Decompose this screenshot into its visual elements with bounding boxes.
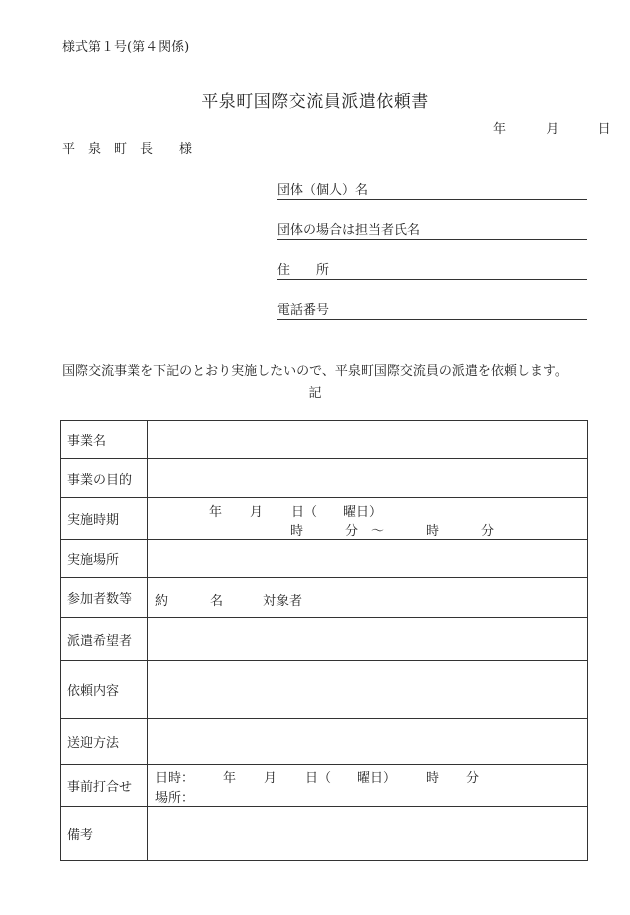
location-label: 実施場所: [61, 540, 148, 578]
remarks-label: 備考: [61, 807, 148, 861]
event-name-field[interactable]: [148, 421, 588, 459]
pre-meeting-hour: 時: [426, 771, 440, 786]
period-end-hour: 時: [426, 524, 440, 539]
dispatch-request-label: 派遣希望者: [61, 618, 148, 661]
event-name-label: 事業名: [61, 421, 148, 459]
pre-meeting-month: 月: [264, 771, 278, 786]
participants-field[interactable]: [148, 578, 588, 618]
location-field[interactable]: [148, 540, 588, 578]
dispatch-request-field[interactable]: [148, 618, 588, 661]
pre-meeting-minute: 分: [466, 771, 480, 786]
pre-meeting-datetime-label: 日時：: [155, 771, 195, 786]
period-end-minute: 分: [481, 524, 495, 539]
table-row: [61, 618, 588, 661]
date-month: 月: [546, 122, 560, 137]
address-field[interactable]: 住 所: [277, 259, 587, 280]
date-year: 年: [493, 122, 507, 137]
date-line: [493, 118, 611, 137]
period-weekday: 曜日）: [343, 505, 383, 520]
table-row: [61, 578, 588, 618]
contact-person-field[interactable]: 団体の場合は担当者氏名: [277, 219, 587, 240]
request-content-label: 依頼内容: [61, 661, 148, 719]
organization-name-field[interactable]: 団体（個人）名: [277, 179, 587, 200]
ki-heading: 記: [308, 386, 322, 401]
pre-meeting-label: 事前打合せ: [61, 765, 148, 807]
period-start-minute: 分 ～: [345, 524, 385, 539]
period-year: 年: [209, 505, 223, 520]
participants-persons: 名: [210, 594, 224, 609]
participants-label: 参加者数等: [61, 578, 148, 618]
period-month: 月: [250, 505, 264, 520]
participants-target: 対象者: [263, 594, 303, 609]
pre-meeting-year: 年: [223, 771, 237, 786]
period-label: 実施時期: [61, 498, 148, 540]
pre-meeting-place-label: 場所：: [155, 791, 195, 806]
transport-field[interactable]: [148, 719, 588, 765]
purpose-label: 事業の目的: [61, 459, 148, 498]
table-row: [61, 540, 588, 578]
table-row: [61, 765, 588, 807]
phone-number-field[interactable]: 電話番号: [277, 299, 587, 320]
table-row: [61, 421, 588, 459]
table-row: [61, 719, 588, 765]
form-code: 様式第１号(第４関係): [62, 40, 190, 55]
remarks-field[interactable]: [148, 807, 588, 861]
participants-approx: 約: [155, 594, 169, 609]
table-row: [61, 459, 588, 498]
period-start-hour: 時: [290, 524, 304, 539]
table-row: [61, 498, 588, 540]
period-field[interactable]: [148, 498, 588, 540]
addressee: 平 泉 町 長 様: [62, 142, 193, 157]
pre-meeting-weekday: 曜日）: [357, 771, 397, 786]
transport-label: 送迎方法: [61, 719, 148, 765]
date-day: 日: [597, 122, 611, 137]
pre-meeting-field[interactable]: [148, 765, 588, 807]
table-row: [61, 807, 588, 861]
purpose-field[interactable]: [148, 459, 588, 498]
document-title: 平泉町国際交流員派遣依頼書: [201, 92, 429, 112]
request-content-field[interactable]: [148, 661, 588, 719]
intro-text: 国際交流事業を下記のとおり実施したいので、平泉町国際交流員の派遣を依頼します。: [62, 364, 568, 379]
pre-meeting-day: 日（: [305, 771, 332, 786]
period-day: 日（: [291, 505, 318, 520]
request-detail-table: [60, 420, 588, 861]
table-row: [61, 661, 588, 719]
